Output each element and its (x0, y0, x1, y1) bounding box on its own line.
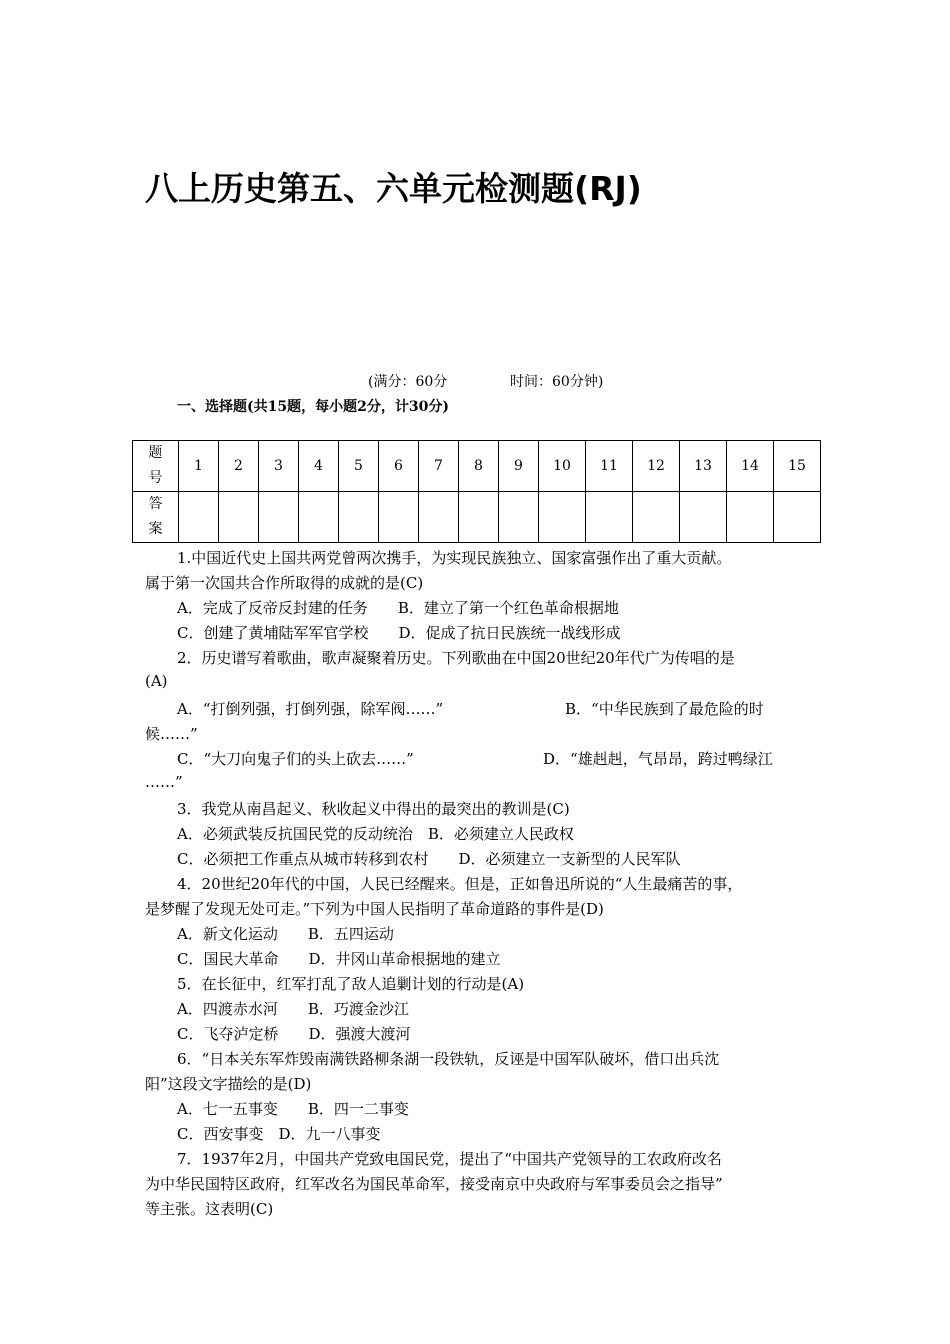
q6-stem-1: 6．“日本关东军炸毁南满铁路柳条湖一段铁轨，反诬是中国军队破坏，借口出兵沈 (177, 1050, 720, 1068)
q3-options-cd: C．必须把工作重点从城市转移到农村 D．必须建立一支新型的人民军队 (177, 850, 681, 868)
exam-time: 时间：60分钟) (510, 374, 604, 390)
answer-cell[interactable] (680, 492, 727, 543)
q2-stem-2: (A) (145, 672, 168, 690)
q4-stem-1: 4．20世纪20年代的中国，人民已经醒来。但是，正如鲁迅所说的“人生最痛苦的事， (177, 875, 743, 893)
table-cell: 7 (419, 441, 459, 492)
table-cell: 5 (339, 441, 379, 492)
table-row (133, 492, 821, 543)
q1-stem-2: 属于第一次国共合作所取得的成就的是(C) (145, 574, 424, 592)
table-row (133, 441, 821, 492)
table-cell: 14 (727, 441, 774, 492)
q5-stem-1: 5．在长征中，红军打乱了敌人追剿计划的行动是(A) (177, 975, 525, 993)
q1-stem-1: 1.中国近代史上国共两党曾两次携手，为实现民族独立、国家富强作出了重大贡献。 (177, 549, 732, 567)
table-cell: 15 (774, 441, 821, 492)
table-cell: 8 (459, 441, 499, 492)
table-cell: 2 (219, 441, 259, 492)
q2-option-b-cont: 候……” (145, 725, 198, 743)
q1-options-cd: C．创建了黄埔陆军军官学校 D．促成了抗日民族统一战线形成 (177, 624, 621, 642)
q3-options-ab: A．必须武装反抗国民党的反动统治 B．必须建立人民政权 (177, 825, 574, 843)
q6-stem-2: 阳”这段文字描绘的是(D) (145, 1075, 312, 1093)
table-cell: 9 (499, 441, 539, 492)
answer-cell[interactable] (539, 492, 586, 543)
q2-option-a: A．“打倒列强，打倒列强，除军阀……” (177, 700, 444, 718)
q6-options-cd: C．西安事变 D．九一八事变 (177, 1125, 381, 1143)
q2-option-b: B．“中华民族到了最危险的时 (565, 700, 764, 718)
answer-table (132, 440, 821, 543)
answer-cell[interactable] (459, 492, 499, 543)
full-score: (满分：60分 (368, 374, 448, 390)
q4-options-ab: A．新文化运动 B．五四运动 (177, 925, 394, 943)
table-cell: 13 (680, 441, 727, 492)
table-cell: 4 (299, 441, 339, 492)
q1-options-ab: A．完成了反帝反封建的任务 B．建立了第一个红色革命根据地 (177, 599, 619, 617)
q6-options-ab: A．七一五事变 B．四一二事变 (177, 1100, 409, 1118)
document-title: 八上历史第五、六单元检测题(RJ) (145, 169, 642, 208)
answer-cell[interactable] (179, 492, 219, 543)
answer-label: 答 案 (133, 492, 179, 543)
q7-stem-3: 等主张。这表明(C) (145, 1200, 274, 1218)
q4-stem-2: 是梦醒了发现无处可走。”下列为中国人民指明了革命道路的事件是(D) (145, 900, 604, 918)
q2-stem-1: 2．历史谱写着歌曲，歌声凝聚着历史。下列歌曲在中国20世纪20年代广为传唱的是 (177, 649, 735, 667)
answer-cell[interactable] (219, 492, 259, 543)
answer-cell[interactable] (299, 492, 339, 543)
question-number-label: 题 号 (133, 441, 179, 492)
table-cell: 11 (586, 441, 633, 492)
section-heading: 一、选择题(共15题，每小题2分，计30分) (177, 399, 449, 415)
table-cell: 1 (179, 441, 219, 492)
table-cell: 3 (259, 441, 299, 492)
q7-stem-2: 为中华民国特区政府，红军改名为国民革命军，接受南京中央政府与军事委员会之指导” (145, 1175, 723, 1193)
q2-option-c: C．“大刀向鬼子们的头上砍去……” (177, 750, 414, 768)
q2-option-d-cont: ……” (145, 773, 183, 791)
q5-options-ab: A．四渡赤水河 B．巧渡金沙江 (177, 1000, 409, 1018)
answer-cell[interactable] (727, 492, 774, 543)
answer-cell[interactable] (633, 492, 680, 543)
answer-cell[interactable] (774, 492, 821, 543)
q2-option-d: D．“雄赳赳，气昂昂，跨过鸭绿江 (543, 750, 773, 768)
q3-stem-1: 3．我党从南昌起义、秋收起义中得出的最突出的教训是(C) (177, 800, 570, 818)
answer-cell[interactable] (339, 492, 379, 543)
answer-cell[interactable] (419, 492, 459, 543)
answer-cell[interactable] (259, 492, 299, 543)
answer-cell[interactable] (379, 492, 419, 543)
q4-options-cd: C．国民大革命 D．井冈山革命根据地的建立 (177, 950, 501, 968)
answer-cell[interactable] (499, 492, 539, 543)
table-cell: 12 (633, 441, 680, 492)
table-cell: 10 (539, 441, 586, 492)
table-cell: 6 (379, 441, 419, 492)
answer-cell[interactable] (586, 492, 633, 543)
q5-options-cd: C．飞夺泸定桥 D．强渡大渡河 (177, 1025, 411, 1043)
q7-stem-1: 7．1937年2月，中国共产党致电国民党，提出了“中国共产党领导的工农政府改名 (177, 1150, 722, 1168)
